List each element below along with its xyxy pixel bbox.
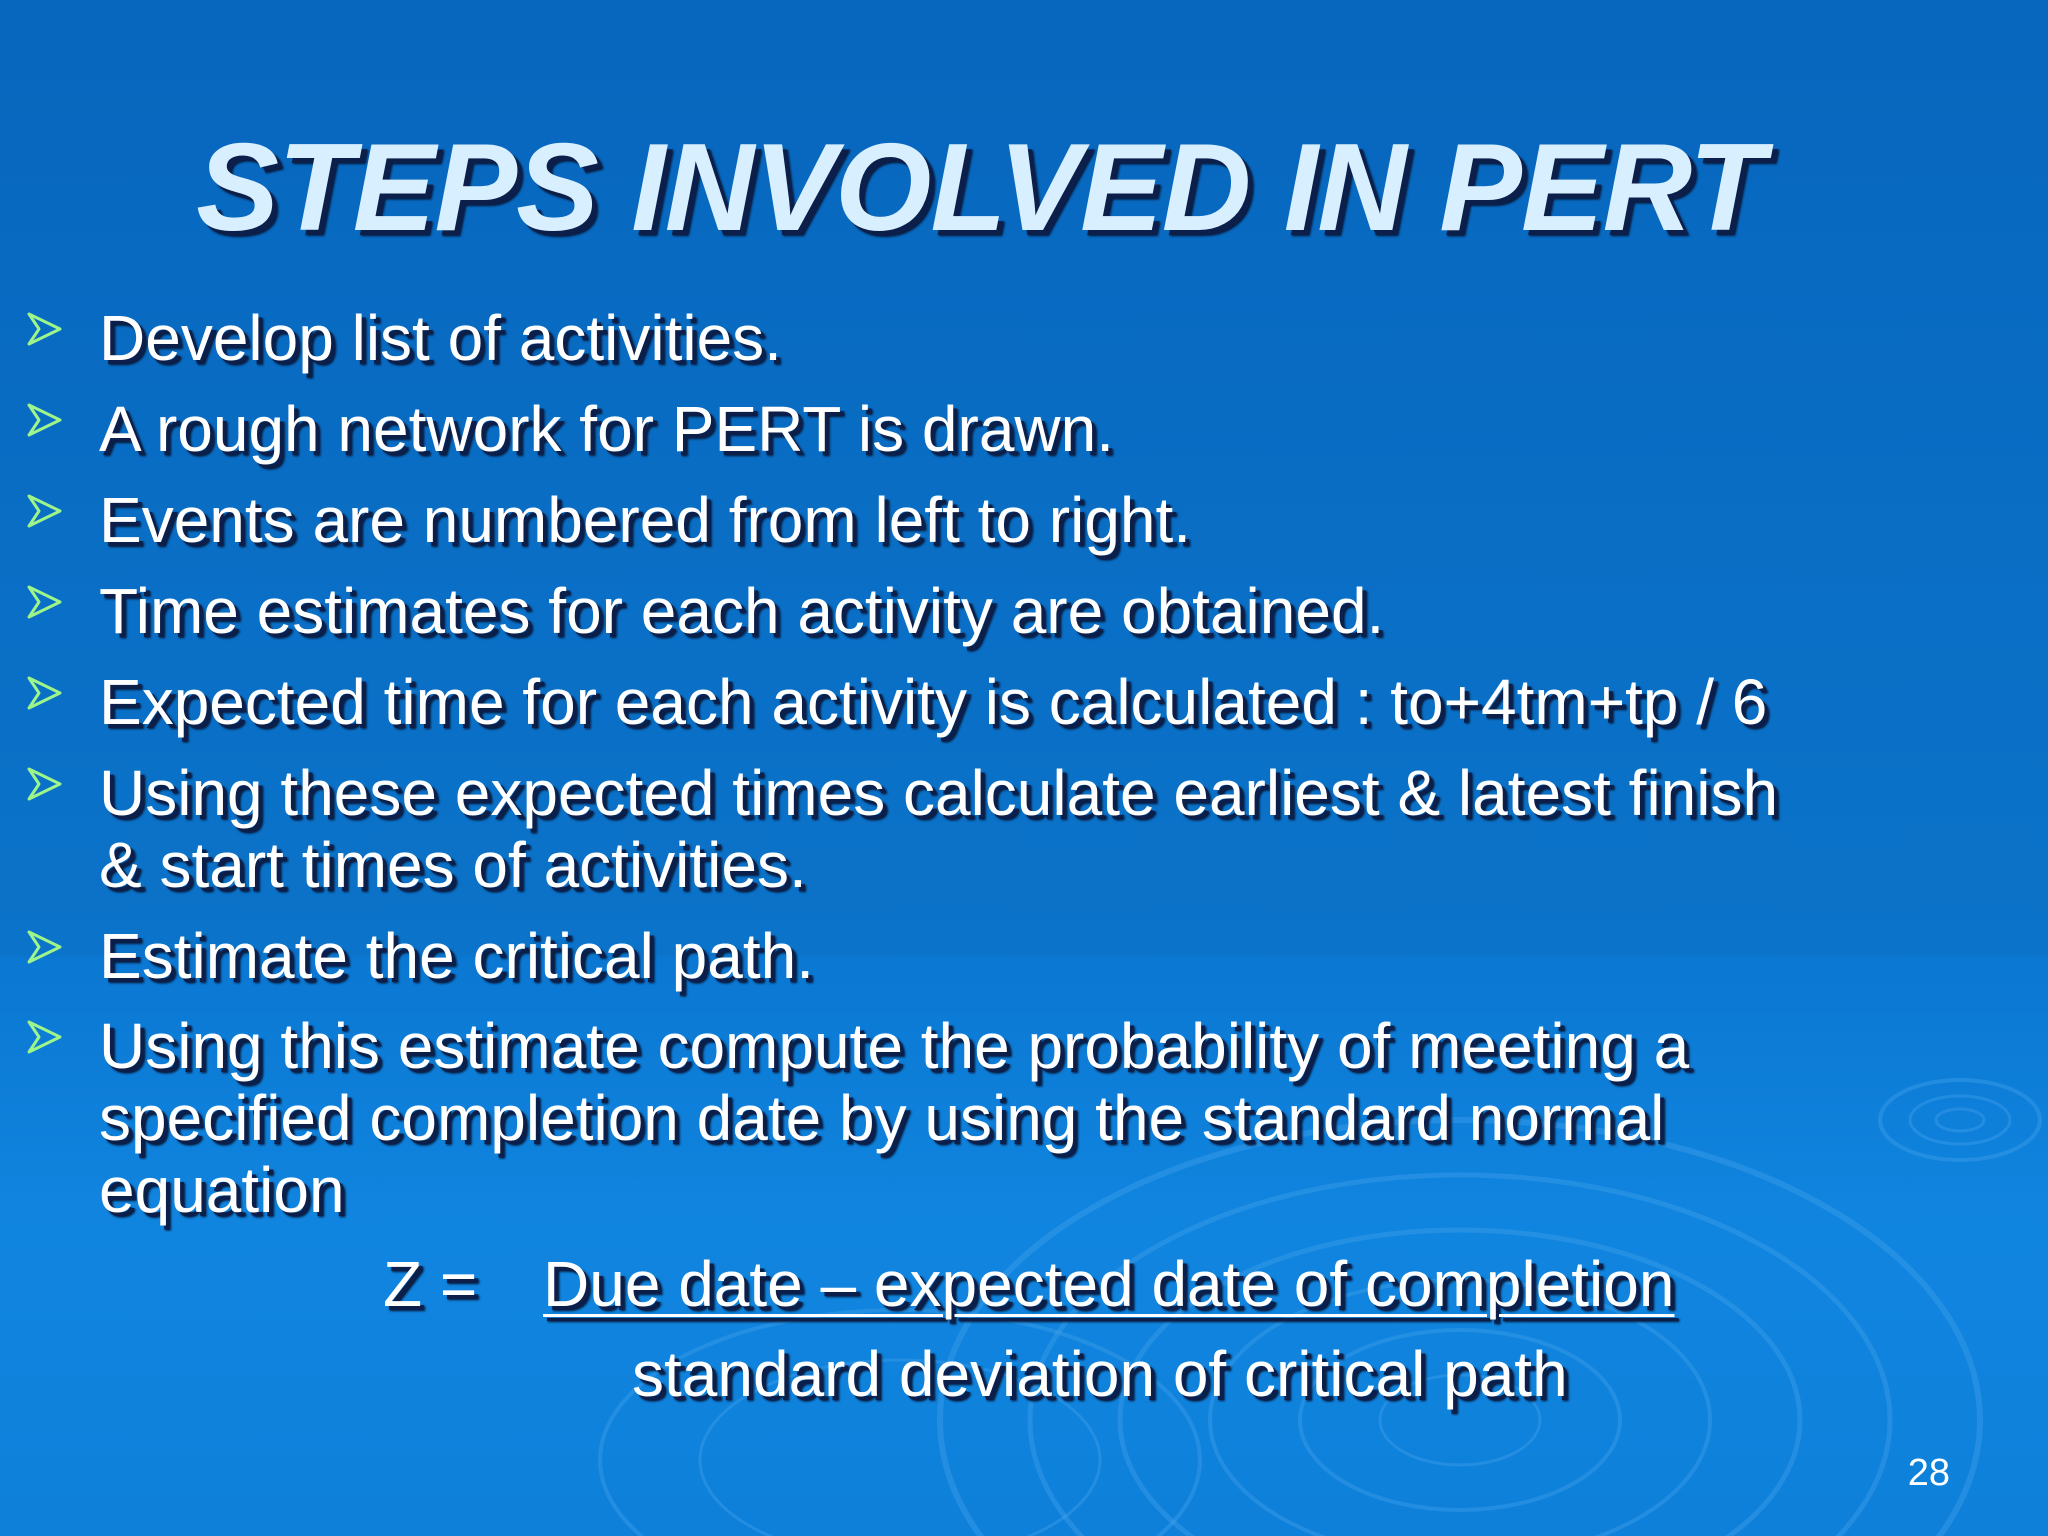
formula-denominator: standard deviation of critical path	[632, 1338, 1568, 1410]
slide-title: STEPS INVOLVED IN PERT	[196, 119, 1764, 257]
bullet-text	[99, 484, 1191, 556]
page-number: 28	[1907, 1452, 1950, 1494]
bullet-line: Events are numbered from left to right.	[99, 484, 1192, 556]
bullet-text	[99, 757, 1778, 901]
bullet-text	[99, 1010, 1689, 1226]
bullet-line: A rough network for PERT is drawn.	[99, 393, 1114, 465]
arrowhead-bullet-icon	[26, 765, 64, 803]
bullet-line: equation	[99, 1154, 345, 1226]
arrowhead-bullet-icon	[26, 492, 64, 530]
arrowhead-bullet-icon	[26, 1018, 64, 1056]
bullet-line: Expected time for each activity is calculated : to+4tm+tp / 6	[99, 666, 1768, 738]
bullet-text	[99, 666, 1767, 738]
bullet-text	[99, 920, 814, 992]
arrowhead-bullet-icon	[26, 401, 64, 439]
bullet-line: Estimate the critical path.	[99, 920, 814, 992]
bullet-line: Using this estimate compute the probability of meeting a	[99, 1010, 1690, 1082]
bullet-text	[99, 302, 782, 374]
bullet-line: & start times of activities.	[99, 829, 807, 901]
bullet-line: Time estimates for each activity are obtained.	[99, 575, 1385, 647]
formula-numerator: Due date – expected date of completion	[543, 1248, 1675, 1320]
bullet-line: specified completion date by using the standard normal	[99, 1082, 1665, 1154]
bullet-line: Using these expected times calculate earliest & latest finish	[99, 757, 1779, 829]
arrowhead-bullet-icon	[26, 310, 64, 348]
bullet-text	[99, 393, 1114, 465]
arrowhead-bullet-icon	[26, 583, 64, 621]
formula-lhs: Z =	[383, 1248, 478, 1320]
arrowhead-bullet-icon	[26, 928, 64, 966]
bullet-text	[99, 575, 1384, 647]
arrowhead-bullet-icon	[26, 674, 64, 712]
bullet-line: Develop list of activities.	[99, 302, 782, 374]
